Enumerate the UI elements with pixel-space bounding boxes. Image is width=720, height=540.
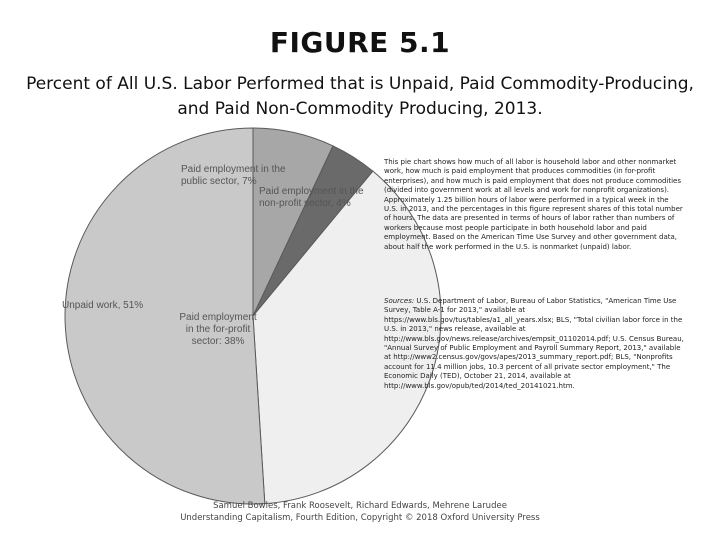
slice-label-line: sector: 38%: [191, 336, 245, 347]
figure-subtitle: Percent of All U.S. Labor Performed that is Unpaid, Paid Commodity-Producing, and Paid Non-Commodity Producing, 2013.: [26, 74, 694, 119]
sources-label: Sources:: [384, 297, 415, 305]
slice-label: [259, 186, 364, 209]
footer-credit: [0, 500, 720, 524]
slice-label-line: Paid employment in the: [259, 186, 364, 197]
footer-authors: Samuel Bowles, Frank Roosevelt, Richard Edwards, Mehrene Larudee: [213, 501, 507, 511]
slice-label-line: Paid employment: [179, 312, 257, 323]
slice-label-line: non-profit sector, 4%: [259, 198, 351, 209]
slice-label: [62, 300, 143, 311]
footer-copyright: Understanding Capitalism, Fourth Edition, Copyright © 2018 Oxford University Press: [180, 513, 540, 523]
slice-label-line: Paid employment in the: [181, 164, 286, 175]
chart-description: This pie chart shows how much of all labor is household labor and other nonmarket work, how much is paid employment that produces commodities (in for-profit enterprises), and how much is paid employment that does not produce commodities (divided into government work at all levels and work for nonprofit organizations). Approximately 1.25 billion hours of labor were performed in a typical week in the U.S. in 2013, and the percentages in this figure represent shares of this total number of hours. The data are presented in terms of hours of labor rather than numbers of workers because most people participate in both household labor and paid employment. Based on the American Time Use Survey and other government data, about half the work performed in the U.S. is nonmarket (unpaid) labor.: [384, 158, 683, 251]
slice-label-line: Unpaid work, 51%: [62, 300, 144, 311]
slice-label-line: public sector, 7%: [181, 176, 257, 187]
figure-title: FIGURE 5.1: [269, 26, 451, 59]
slice-label-line: in the for-profit: [185, 324, 251, 335]
sources-note: [384, 297, 684, 391]
sources-text: U.S. Department of Labor, Bureau of Labor Statistics, "American Time Use Survey, Table A-1 for 2013," available at https://www.bls.gov/tus/tables/a1_all_years.xlsx; BLS, "Total civilian labor force in the U.S. in 2013," news release, available at http://www.bls.gov/news.release/archives/empsit_01102014.pdf; U.S. Census Bureau, "Annual Survey of Public Employment and Payroll Summary Report, 2013," available at http://www2.census.gov/govs/apes/2013_summary_report.pdf; BLS, "Nonprofits account for 11.4 million jobs, 10.3 percent of all private sector employment," The Economic Daily (TED), October 21, 2014, available at http://www.bls.gov/opub/ted/2014/ted_20141021.htm.: [384, 297, 684, 390]
